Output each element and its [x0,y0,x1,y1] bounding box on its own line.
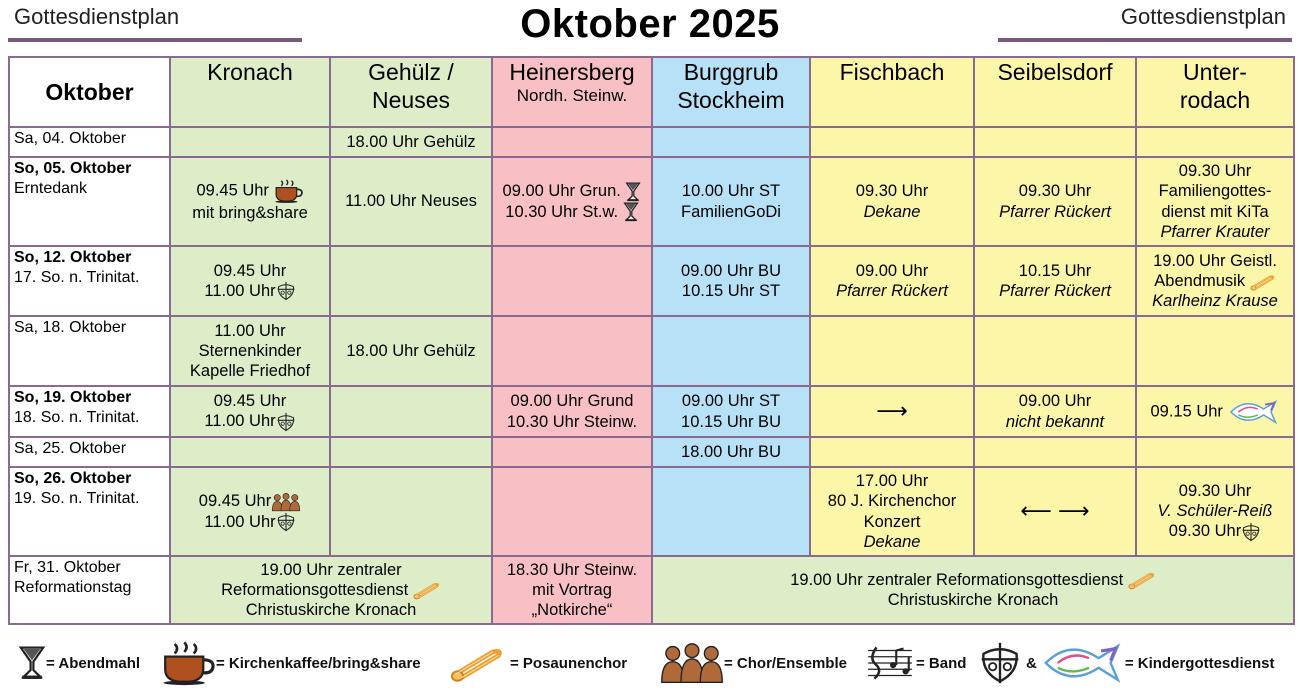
cell-seibelsdorf [974,467,1136,556]
column-header-line: Stockheim [677,87,785,114]
cell-gehuelz [330,437,492,467]
column-header-line: rodach [1179,87,1251,114]
service-note: FamilienGoDi [681,202,781,221]
trombone-icon [1250,273,1276,291]
column-header-line: Neuses [372,87,450,114]
date-sub-label: Erntedank [14,179,87,197]
service-pastor: Dekane [863,202,921,221]
chalice-icon [625,182,641,202]
date-label: Fr, 31. Oktober [14,559,121,576]
legend-label: = Band [916,654,967,672]
service-note: dienst mit KiTa [1161,202,1269,221]
service-note: Konzert [863,512,921,531]
cell-heinersberg [492,437,652,467]
cell-heinersberg [492,127,652,157]
column-header-seibelsdorf [974,57,1136,127]
column-header-gehuelz [330,57,492,127]
service-time: 09.30 Uhr [855,182,929,201]
legend [0,636,1300,690]
cell-burggrub [652,157,810,246]
date-sub-label: 18. So. n. Trinitat. [14,408,140,426]
date-cell [9,246,170,316]
month-header: Oktober [9,57,170,127]
column-header-line: Gehülz / [368,59,454,85]
service-time: 09.00 Uhr ST [681,392,781,411]
service-time: 11.00 Uhr [204,512,276,531]
table-row [9,386,1294,437]
cell-unterrodach [1136,437,1294,467]
table-row [9,316,1294,386]
cell-unterrodach [1136,386,1294,437]
choir-icon [660,641,724,685]
column-header-line: Burggrub [683,59,779,85]
column-header-kronach [170,57,330,127]
arrow-right-icon: ⟶ [876,398,908,424]
service-note: „Notkirche“ [531,601,613,620]
trombone-icon [413,580,441,600]
legend-label: = Abendmahl [46,654,141,672]
service-pastor: Dekane [863,532,921,551]
band-icon [864,643,916,683]
legend-label: = Chor/Ensemble [724,654,847,672]
service-time: 09.30 Uhr [1178,482,1252,501]
cell-burggrub [652,127,810,157]
date-sub-label: 17. So. n. Trinitat. [14,268,140,286]
table-row [9,437,1294,467]
cell-gehuelz: 18.00 Uhr Gehülz [330,316,492,386]
service-time: 09.45 Uhr [198,491,272,510]
cell-gehuelz [330,246,492,316]
date-label: So, 05. Oktober [14,160,132,177]
header-left-label: Gottesdienstplan [14,4,180,29]
cell-reformation-left [170,556,492,624]
trombone-icon [1128,570,1156,590]
chalice-icon [18,642,46,684]
cell-burggrub [652,386,810,437]
column-header-line: Kronach [207,59,293,85]
cell-unterrodach [1136,157,1294,246]
cell-kronach [170,246,330,316]
cell-unterrodach [1136,316,1294,386]
cell-burggrub [652,467,810,556]
cell-kronach [170,316,330,386]
kindergottesdienst-icon [276,512,296,532]
service-pastor: Pfarrer Rückert [999,202,1111,221]
cell-gehuelz [330,386,492,437]
cell-fischbach [810,316,974,386]
legend-label: = Posaunenchor [510,654,628,672]
service-time: 10.15 Uhr ST [681,282,781,300]
service-time: 09.00 Uhr Grun. [502,181,621,200]
service-note: Abendmusik [1154,271,1246,290]
coffee-cup-icon [274,179,304,203]
date-cell [9,556,170,624]
kindergottesdienst-icon [1241,522,1261,542]
cell-heinersberg [492,246,652,316]
choir-icon [271,492,301,512]
date-cell [9,316,170,386]
column-header-line: Nordh. Steinw. [516,86,628,106]
service-note: Sternenkinder [198,341,302,360]
table-row [9,157,1294,246]
date-cell [9,127,170,157]
page-title: Oktober 2025 [520,2,780,46]
service-note: Christuskirche Kronach [887,591,1059,610]
service-time: 11.00 Uhr [204,281,276,300]
legend-item-band [864,636,966,690]
cell-seibelsdorf [974,386,1136,437]
date-sub-label: 19. So. n. Trinitat. [14,489,140,507]
kindergottesdienst-icon [276,412,296,432]
kindergottesdienst-icon [978,641,1022,685]
service-pastor: V. Schüler-Reiß [1157,502,1273,521]
service-time: 18.30 Uhr Steinw. [506,560,638,579]
service-pastor: Pfarrer Rückert [999,282,1111,300]
legend-amp: & [1026,654,1037,672]
cell-heinersberg [492,386,652,437]
table-row [9,127,1294,157]
legend-item-kigo [978,636,1274,690]
service-pastor: Karlheinz Krause [1152,292,1278,311]
service-time: 09.45 Uhr [196,181,269,200]
service-time: 09.00 Uhr Grund [510,392,634,411]
table-header-row [9,57,1294,127]
arrow-both-icon: ⟵ ⟶ [1020,498,1090,524]
service-note: 80 J. Kirchenchor [827,492,957,511]
cell-seibelsdorf [974,157,1136,246]
service-note: Christuskirche Kronach [245,601,417,620]
legend-item-chor [660,636,847,690]
cell-kronach [170,157,330,246]
service-time: 09.45 Uhr [213,392,287,411]
cell-gehuelz [330,467,492,556]
cell-fischbach [810,246,974,316]
date-cell [9,467,170,556]
cell-heinersberg [492,157,652,246]
table-row [9,467,1294,556]
cell-kronach [170,386,330,437]
service-time: 09.00 Uhr [1018,392,1092,411]
date-label: So, 19. Oktober [14,389,132,406]
service-time: 09.45 Uhr [213,261,287,280]
service-time: 09.15 Uhr [1150,401,1223,420]
chalice-icon [623,202,639,222]
service-time: 17.00 Uhr [855,472,929,491]
legend-item-abendmahl [18,636,140,690]
cell-seibelsdorf [974,437,1136,467]
legend-label: = Kirchenkaffee/bring&share [216,654,421,672]
service-note: Reformationsgottesdienst [221,580,409,599]
cell-fischbach [810,386,974,437]
service-time: 10.30 Uhr Steinw. [506,412,638,431]
legend-item-posaunen [450,636,627,690]
cell-kronach [170,127,330,157]
column-header-unterrodach [1136,57,1294,127]
legend-label: = Kindergottesdienst [1124,654,1275,672]
service-time: 19.00 Uhr zentraler [260,560,402,579]
column-header-line: Fischbach [839,59,945,85]
cell-kronach [170,467,330,556]
cell-burggrub [652,316,810,386]
column-header-heinersberg [492,57,652,127]
service-note: mit Vortrag [532,580,612,599]
column-header-burggrub [652,57,810,127]
service-time: 09.30 Uhr [1018,182,1092,201]
cell-fischbach [810,437,974,467]
trombone-icon [450,642,506,684]
date-sub-label: Reformationstag [14,578,132,596]
cell-seibelsdorf [974,127,1136,157]
kinder-abenteuerland-icon [1228,398,1280,426]
date-label: Sa, 04. Oktober [14,130,127,147]
service-pastor: Pfarrer Rückert [836,282,948,300]
service-note: Kapelle Friedhof [189,362,311,381]
service-time: 10.00 Uhr ST [681,182,781,201]
cell-seibelsdorf [974,246,1136,316]
cell-kronach [170,437,330,467]
service-time: 09.00 Uhr [855,261,929,280]
service-note: mit bring&share [192,204,308,223]
cell-unterrodach [1136,246,1294,316]
service-time: 19.00 Uhr zentraler Reformationsgottesdienst [790,570,1124,589]
coffee-cup-icon [162,640,216,686]
kindergottesdienst-icon [276,281,296,301]
date-label: So, 26. Oktober [14,470,132,487]
service-time: 09.30 Uhr [1178,162,1252,181]
service-time: 19.00 Uhr Geistl. [1153,251,1277,270]
cell-burggrub [652,246,810,316]
kinder-abenteuerland-icon [1041,640,1125,686]
service-time: 10.15 Uhr [1018,261,1092,280]
service-time: 11.00 Uhr [204,412,276,431]
column-header-fischbach [810,57,974,127]
service-pastor: Pfarrer Krauter [1160,222,1270,241]
cell-heinersberg [492,467,652,556]
column-header-line: Unter- [1183,59,1247,85]
cell-unterrodach [1136,127,1294,157]
cell-burggrub: 18.00 Uhr BU [652,437,810,467]
cell-gehuelz: 18.00 Uhr Gehülz [330,127,492,157]
service-note: nicht bekannt [1005,412,1105,431]
table-row [9,556,1294,624]
service-note: Familiengottes- [1158,182,1272,201]
schedule-table [8,56,1295,625]
date-cell [9,157,170,246]
date-cell [9,386,170,437]
legend-item-kaffee [162,636,421,690]
service-time: 10.30 Uhr St.w. [505,202,619,221]
cell-seibelsdorf [974,316,1136,386]
cell-reformation-right [652,556,1294,624]
header-right-label: Gottesdienstplan [1120,4,1286,29]
cell-fischbach [810,157,974,246]
cell-fischbach [810,127,974,157]
date-label: So, 12. Oktober [14,249,132,266]
service-time: 11.00 Uhr [214,321,286,340]
service-time: 09.00 Uhr BU [681,261,781,280]
header-right-rule [998,38,1292,42]
service-time: 10.15 Uhr BU [681,412,781,431]
cell-heinersberg [492,556,652,624]
table-row [9,246,1294,316]
date-cell [9,437,170,467]
cell-unterrodach [1136,467,1294,556]
service-time: 09.30 Uhr [1168,522,1242,541]
cell-fischbach [810,467,974,556]
date-label: Sa, 18. Oktober [14,319,127,336]
cell-gehuelz: 11.00 Uhr Neuses [330,157,492,246]
date-label: Sa, 25. Oktober [14,440,127,457]
cell-heinersberg [492,316,652,386]
column-header-line: Heinersberg [509,59,635,85]
column-header-line: Seibelsdorf [997,59,1113,85]
